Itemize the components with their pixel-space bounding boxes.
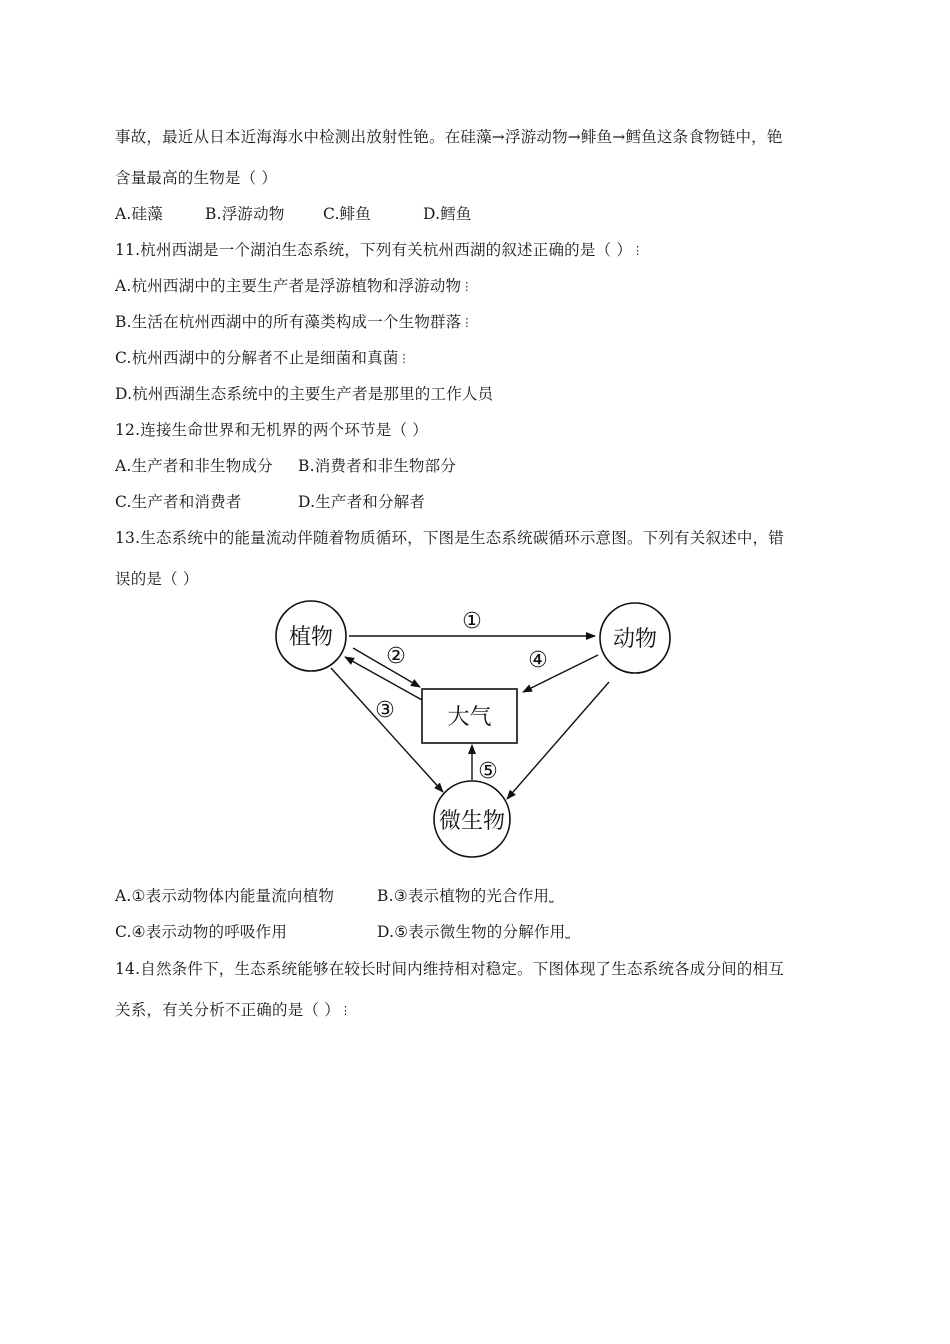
q13-options-row1 — [115, 885, 554, 908]
q13-stem-line2: 误的是（ ） — [115, 570, 199, 588]
node-microbe — [434, 781, 510, 857]
q10-stem-line1: 事故，最近从日本近海海水中检测出放射性铯。在硅藻→浮游动物→鲱鱼→鳕鱼这条食物链中，铯 — [115, 128, 783, 146]
q12-option-c: C.生产者和消费者 — [115, 493, 242, 511]
arrow-2-up — [345, 657, 422, 700]
q13-option-a: A.①表示动物体内能量流向植物 — [115, 887, 335, 905]
node-plant — [276, 601, 346, 671]
arrow-microbe — [507, 682, 609, 799]
q13-options-row2 — [115, 921, 570, 944]
node-microbe-label: 微生物 — [438, 809, 506, 834]
label-5: ⑤ — [478, 759, 498, 784]
q10-options — [115, 203, 472, 225]
q10-option-d: D.鳕鱼 — [423, 205, 472, 223]
q11-option-a — [115, 275, 472, 298]
q10-option-c: C.鲱鱼 — [323, 205, 372, 223]
q12-options-row1 — [115, 455, 456, 477]
q11-option-b — [115, 311, 473, 334]
q11-stem-text: 11.杭州西湖是一个湖泊生态系统，下列有关杭州西湖的叙述正确的是（ ） — [115, 241, 633, 259]
q11-stem — [115, 239, 643, 262]
format-mark: ⋮ — [461, 316, 473, 329]
q11-option-c — [115, 347, 410, 370]
label-3: ③ — [375, 698, 395, 723]
carbon-cycle-diagram — [265, 596, 685, 864]
q13-option-d: D.⑤表示微生物的分解作用 — [377, 923, 566, 941]
q12-option-b: B.消费者和非生物部分 — [298, 457, 457, 475]
q14-stem-line1: 14.自然条件下，生态系统能够在较长时间内维持相对稳定。下图体现了生态系统各成分间的相互 — [115, 960, 784, 978]
q11-option-a-text: A.杭州西湖中的主要生产者是浮游植物和浮游动物 — [115, 277, 462, 295]
node-animal — [600, 603, 670, 673]
q10-option-a: A.硅藻 — [115, 205, 163, 223]
q14-stem-line2-text: 关系，有关分析不正确的是（ ） — [115, 1001, 340, 1019]
format-mark: ⋮ — [461, 280, 473, 293]
q11-option-b-text: B.生活在杭州西湖中的所有藻类构成一个生物群落 — [115, 313, 462, 331]
format-mark: ⋮ — [398, 352, 410, 365]
q11-option-d: D.杭州西湖生态系统中的主要生产者是那里的工作人员 — [115, 385, 494, 403]
format-mark: ⋮ — [632, 244, 644, 257]
q10-option-b: B.浮游动物 — [205, 205, 285, 223]
format-mark: ⎵ — [549, 890, 554, 903]
q12-option-a: A.生产者和非生物成分 — [115, 457, 273, 475]
node-animal-label: 动物 — [612, 627, 658, 652]
format-mark: ⋮ — [339, 1004, 352, 1017]
q12-option-d: D.生产者和分解者 — [298, 493, 426, 511]
q13-option-b: B.③表示植物的光合作用 — [377, 887, 550, 905]
q14-stem-line2 — [115, 999, 351, 1022]
q13-option-c: C.④表示动物的呼吸作用 — [115, 923, 288, 941]
label-2: ② — [386, 644, 406, 669]
format-mark: ⎵ — [565, 926, 570, 939]
q12-options-row2 — [115, 491, 425, 513]
node-atmosphere — [422, 689, 517, 743]
node-plant-label: 植物 — [288, 625, 334, 650]
q10-stem-line2: 含量最高的生物是（ ） — [115, 169, 278, 187]
q12-stem: 12.连接生命世界和无机界的两个环节是（ ） — [115, 421, 428, 439]
q13-stem-line1: 13.生态系统中的能量流动伴随着物质循环，下图是生态系统碳循环示意图。下列有关叙述中，错 — [115, 529, 784, 547]
label-1: ① — [462, 609, 482, 634]
q11-option-c-text: C.杭州西湖中的分解者不止是细菌和真菌 — [115, 349, 399, 367]
node-atmosphere-label: 大气 — [447, 705, 492, 730]
label-4: ④ — [528, 648, 548, 673]
